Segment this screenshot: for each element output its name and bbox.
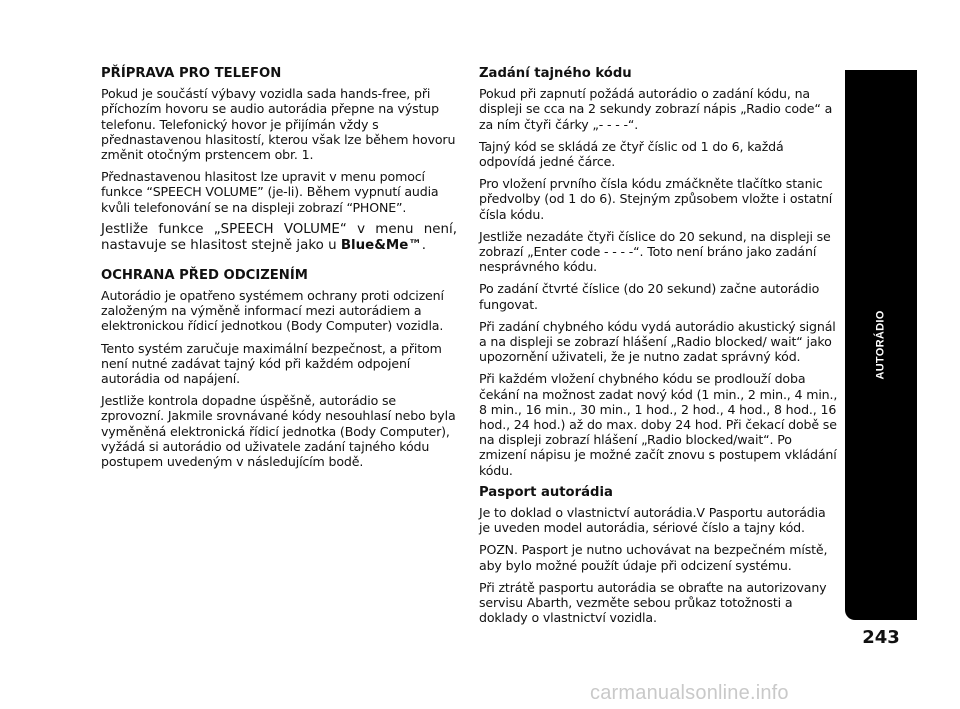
page-number: 243 [862,627,900,648]
paragraph: Při ztrátě pasportu autorádia se obraťte na autorizovany servisu Abarth, vezměte sebou průkaz totožnosti a doklady o vlastnictví vozidla. [479,579,827,626]
watermark: carmanualsonline.info [590,682,789,704]
chapter-tab-label-wrap [845,70,917,620]
paragraph: Přednastavenou hlasitost lze upravit v menu pomocí funkce “SPEECH VOLUME” (je-li). Během vypnutí audia kvůli telefonování se na displeji zobrazí “PHONE”. [101,169,439,215]
section-heading-code: Zadání tajného kódu [479,66,632,81]
paragraph: Jestliže nezadáte čtyři číslice do 20 sekund, na displeji se zobrazí „Enter code - - - -“. Toto není bráno jako zadání nesprávného kódu. [479,228,831,275]
paragraph: Po zadání čtvrté číslice (do 20 sekund) začne autorádio fungovat. [479,281,820,312]
paragraph: Pro vložení prvního čísla kódu zmáčkněte tlačítko stanic předvolby (od 1 do 6). Stejným způsobem vložte i ostatní čísla kódu. [479,176,833,222]
right-column [479,66,839,633]
left-column [101,66,457,476]
section-heading-phone: PŘÍPRAVA PRO TELEFON [101,66,282,81]
paragraph: Pokud je součástí výbavy vozidla sada hands-free, při příchozím hovoru se audio autorádia přepne na výstup telefonu. Telefonický hovor je přijímán vždy s přednastavenou hlasitostí, kterou však lze během hovoru změnit otočným prstencem obr. 1. [101,86,456,163]
paragraph: Autorádio je opatřeno systémem ochrany proti odcizení založeným na výměně informací mezi autorádiem a elektronickou řídicí jednotkou (Body Computer) vozidla. [101,288,444,334]
paragraph-text: Jestliže funkce „SPEECH VOLUME“ v menu není, nastavuje se hlasitost stejně jako u [101,221,457,253]
section-heading-passport: Pasport autorádia [479,484,613,500]
paragraph: Při zadání chybného kódu vydá autorádio akustický signál a na displeji se zobrazí hlášení „Radio blocked/ wait“ jako upozornění uživateli, že je nutno zadat správný kód. [479,318,836,365]
brand-name: Blue&Me™ [340,237,422,253]
paragraph-end: . [421,237,426,253]
paragraph: Jestliže kontrola dopadne úspěšně, autorádio se zprovozní. Jakmile srovnávané kódy nesouhlasí nebo byla vyměněná elektronická řídicí jednotka (Body Computer), vyžádá si autorádio od uživatele zadání tajného kódu postupem uvedeným v následujícím bodě. [101,393,456,470]
paragraph: Tento systém zaručuje maximální bezpečnost, a přitom není nutné zadávat tajný kód při každém odpojení autorádia od napájení. [101,340,442,387]
chapter-tab-label: AUTORÁDIO [874,310,887,380]
paragraph: Pokud při zapnutí požádá autorádio o zadání kódu, na displeji se cca na 2 sekundy zobrazí nápis „Radio code“ a za ním čtyři čárky „- - - -“. [479,86,833,132]
paragraph: POZN. Pasport je nutno uchovávat na bezpečném místě, aby bylo možné použít údaje při odcizení systému. [479,542,828,573]
paragraph: Je to doklad o vlastnictví autorádia.V Pasportu autorádia je uveden model autorádia, sériové číslo a tajny kód. [479,505,826,536]
paragraph: Tajný kód se skládá ze čtyř číslic od 1 do 6, každá odpovídá jedné čárce. [479,138,784,170]
paragraph [101,222,457,254]
paragraph: Při každém vložení chybného kódu se prodlouží doba čekání na možnost zadat nový kód (1 min., 2 min., 4 min., 8 min., 16 min., 30 min., 1 hod., 2 hod., 4 hod., 8 hod., 16 hod., 24 hod.) až do max. doby 24 hod. Při čekací době se na displeji zobrazí hlášení „Radio blocked/wait“. Po zmizení nápisu je možné začít znovu s postupem vkládání kódu. [479,371,838,478]
section-heading-theft: OCHRANA PŘED ODCIZENÍM [101,267,308,283]
